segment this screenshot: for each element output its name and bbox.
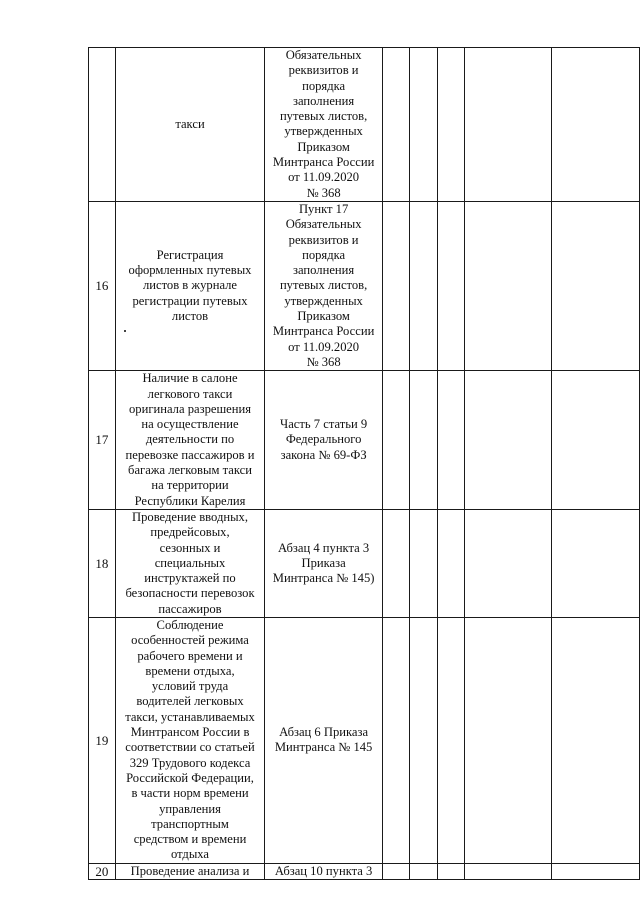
requirement-text-line: Соблюдение	[156, 617, 224, 632]
legal-basis-text-line: заполнения	[293, 263, 355, 278]
requirement-cell	[115, 509, 265, 617]
requirement-text-line: в части норм времени	[131, 786, 249, 801]
requirement-text-line: листов	[171, 309, 209, 324]
table-row	[89, 371, 640, 510]
requirement-cell	[115, 201, 265, 370]
legal-basis-text-line: Приказом	[297, 139, 350, 154]
legal-basis-text-line: Обязательных	[285, 48, 362, 62]
legal-basis-text-line: путевых листов,	[279, 109, 368, 124]
empty-cell	[552, 371, 640, 510]
requirement-text-line: деятельности по	[145, 432, 235, 447]
legal-basis-text-line: Пункт 17	[298, 201, 349, 216]
requirement-cell	[115, 48, 265, 202]
row-number-cell: 16	[89, 201, 116, 370]
empty-cell	[552, 617, 640, 863]
empty-cell	[437, 617, 464, 863]
legal-basis-text-line: Часть 7 статьи 9	[280, 417, 368, 432]
legal-basis-text-line: закона № 69-ФЗ	[280, 447, 367, 462]
legal-basis-text-line: № 368	[306, 354, 341, 369]
legal-basis-text-line: № 368	[306, 185, 341, 200]
table-row	[89, 863, 640, 879]
requirement-text-line: средством и времени	[133, 832, 247, 847]
requirement-text-line: 329 Трудового кодекса	[129, 755, 251, 770]
legal-basis-text-line: Абзац 4 пункта 3	[278, 540, 370, 555]
requirement-text-line: Республики Карелия	[134, 493, 246, 508]
empty-cell	[464, 371, 552, 510]
requirement-text-line: предрейсовых,	[150, 525, 230, 540]
legal-basis-text-line: от 11.09.2020	[288, 170, 360, 185]
legal-basis-text-line: путевых листов,	[279, 278, 368, 293]
empty-cell	[464, 48, 552, 202]
legal-basis-text-line: Минтранса России	[272, 324, 375, 339]
empty-cell	[437, 201, 464, 370]
requirement-text-line: Наличие в салоне	[142, 371, 238, 386]
requirement-text-line: сезонных и	[159, 540, 221, 555]
legal-basis-text-line: Приказом	[297, 309, 350, 324]
legal-basis-cell	[265, 863, 383, 879]
requirement-text-line: Минтрансом России в	[130, 725, 250, 740]
requirement-text-line: Проведение вводных,	[132, 509, 248, 524]
legal-basis-text-line: Приказа	[301, 555, 346, 570]
requirement-text-line: пассажиров	[158, 601, 222, 616]
empty-cell	[382, 371, 409, 510]
requirement-text-line: на осуществление	[141, 417, 239, 432]
empty-cell	[437, 509, 464, 617]
table-row	[89, 617, 640, 863]
legal-basis-text-line: утвержденных	[284, 124, 363, 139]
requirements-table	[88, 47, 640, 880]
empty-cell	[382, 48, 409, 202]
empty-cell	[410, 509, 437, 617]
requirement-text-line: условий труда	[151, 679, 229, 694]
requirement-text-line: оформленных путевых	[128, 263, 252, 278]
requirement-text-line: безопасности перевозок	[125, 586, 255, 601]
legal-basis-cell	[265, 48, 383, 202]
requirement-cell	[115, 617, 265, 863]
row-number-cell: 18	[89, 509, 116, 617]
legal-basis-text-line: реквизитов и	[288, 232, 359, 247]
legal-basis-text-line: реквизитов и	[288, 63, 359, 78]
empty-cell	[382, 863, 409, 879]
legal-basis-text-line: Федерального	[285, 432, 362, 447]
empty-cell	[464, 617, 552, 863]
legal-basis-cell	[265, 201, 383, 370]
legal-basis-text-line: Минтранса России	[272, 155, 375, 170]
requirement-text-line: регистрации путевых	[132, 293, 248, 308]
empty-cell	[464, 863, 552, 879]
legal-basis-text-line: Минтранса № 145	[274, 740, 373, 755]
empty-cell	[437, 371, 464, 510]
legal-basis-text-line: от 11.09.2020	[288, 339, 360, 354]
requirement-text-line: отдыха	[170, 847, 210, 862]
requirement-text-line: такси, устанавливаемых	[125, 709, 255, 724]
empty-cell	[382, 617, 409, 863]
requirement-text-line: багажа легковым такси	[128, 463, 252, 478]
requirement-cell	[115, 863, 265, 879]
requirement-text-line: особенностей режима	[131, 633, 249, 648]
empty-cell	[552, 48, 640, 202]
requirement-text-line: Проведение анализа и	[130, 863, 250, 878]
empty-cell	[410, 201, 437, 370]
legal-basis-text-line: Минтранса № 145)	[272, 571, 375, 586]
row-number-cell: 17	[89, 371, 116, 510]
requirement-text-line: времени отдыха,	[145, 663, 235, 678]
requirement-text-line: инструктажей по	[144, 571, 236, 586]
scan-speck	[124, 330, 126, 332]
table-body	[89, 48, 640, 880]
requirement-text-line: Российской Федерации,	[126, 770, 254, 785]
empty-cell	[464, 201, 552, 370]
requirement-text-line: водителей легковых	[136, 694, 244, 709]
requirement-text-line: перевозке пассажиров и	[125, 447, 255, 462]
legal-basis-text-line: заполнения	[293, 93, 355, 108]
requirement-text-line: листов в журнале	[142, 278, 238, 293]
empty-cell	[464, 509, 552, 617]
empty-cell	[410, 617, 437, 863]
requirement-text-line: транспортным	[151, 816, 229, 831]
empty-cell	[410, 48, 437, 202]
row-number-cell: 20	[89, 863, 116, 879]
legal-basis-text-line: порядка	[302, 78, 346, 93]
legal-basis-text-line: Абзац 10 пункта 3	[274, 863, 373, 878]
requirement-text-line: оригинала разрешения	[129, 401, 252, 416]
legal-basis-cell	[265, 509, 383, 617]
requirement-text-line: Регистрация	[156, 247, 224, 262]
legal-basis-cell	[265, 371, 383, 510]
empty-cell	[552, 201, 640, 370]
legal-basis-text-line: Абзац 6 Приказа	[279, 725, 369, 740]
requirement-text-line: рабочего времени и	[137, 648, 243, 663]
requirement-text-line: на территории	[151, 478, 229, 493]
table-row	[89, 509, 640, 617]
empty-cell	[552, 509, 640, 617]
legal-basis-text-line: порядка	[302, 247, 346, 262]
empty-cell	[410, 863, 437, 879]
empty-cell	[437, 863, 464, 879]
requirement-cell	[115, 371, 265, 510]
empty-cell	[410, 371, 437, 510]
requirement-text-line: специальных	[154, 555, 226, 570]
empty-cell	[552, 863, 640, 879]
requirement-text-line: управления	[159, 801, 221, 816]
empty-cell	[437, 48, 464, 202]
requirement-text-line: соответствии со статьей	[125, 740, 255, 755]
empty-cell	[382, 509, 409, 617]
empty-cell	[382, 201, 409, 370]
row-number-cell: 19	[89, 617, 116, 863]
legal-basis-text-line: утвержденных	[284, 293, 363, 308]
requirement-text-line: легкового такси	[147, 386, 233, 401]
table-row	[89, 48, 640, 202]
legal-basis-text-line: Обязательных	[285, 217, 362, 232]
requirement-text-line: такси	[175, 116, 205, 131]
row-number-cell	[89, 48, 116, 202]
legal-basis-cell	[265, 617, 383, 863]
table-row	[89, 201, 640, 370]
